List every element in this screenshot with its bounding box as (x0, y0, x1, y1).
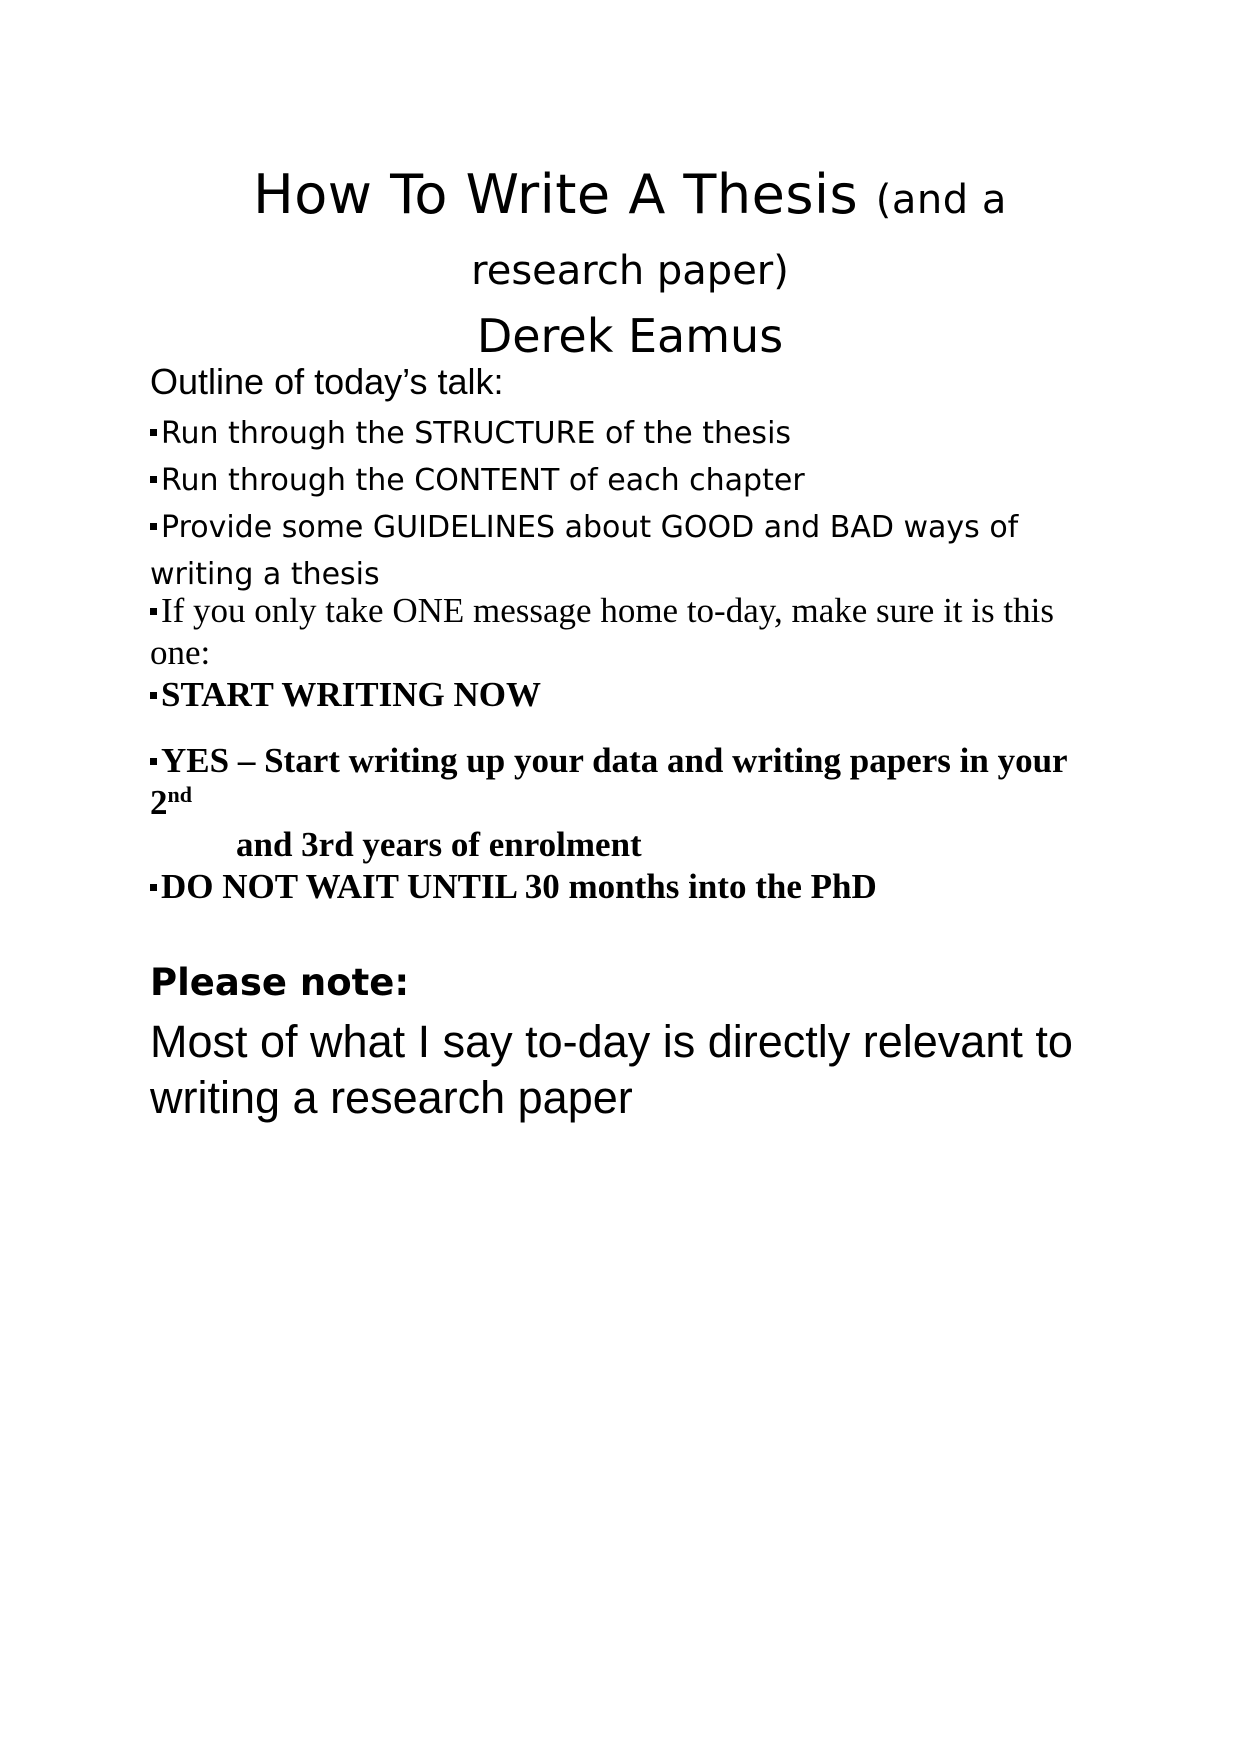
document-title: How To Write A Thesis (253, 163, 859, 226)
wait-text: DO NOT WAIT UNTIL 30 months into the PhD (161, 867, 877, 906)
list-item (150, 590, 1080, 674)
message-intro: If you only take ONE message home to-day, make sure it is this one: (150, 591, 1054, 672)
ordinal-suffix: nd (167, 782, 192, 807)
list-item (150, 410, 1080, 457)
bullet-icon (150, 608, 157, 615)
list-item (150, 457, 1080, 504)
list-item-text: Provide some GUIDELINES about GOOD and BAD ways of writing a thesis (150, 510, 1019, 592)
list-item (150, 674, 1080, 716)
spacer (150, 716, 1080, 740)
title-block (150, 160, 1110, 369)
title-line (150, 160, 1110, 235)
message-emphasis: START WRITING NOW (161, 675, 541, 714)
yes-continuation: and 3rd years of enrolment (236, 825, 642, 864)
list-item (150, 740, 1080, 824)
yes-text: YES – Start writing up your data and writing papers in your 2 (150, 741, 1067, 822)
message-block (150, 590, 1080, 908)
note-text: Most of what I say to-day is directly relevant to writing a research paper (150, 1016, 1073, 1123)
bullet-icon (150, 692, 157, 699)
outline-heading: Outline of today’s talk: (150, 361, 504, 402)
author-name: Derek Eamus (476, 309, 784, 363)
list-item (150, 866, 1080, 908)
title-parenthetical-end: research paper) (471, 248, 789, 294)
list-item-text: Run through the CONTENT of each chapter (161, 463, 805, 498)
list-item (150, 504, 1080, 598)
bullet-icon (150, 429, 157, 436)
bullet-icon (150, 884, 157, 891)
note-heading: Please note: (150, 961, 410, 1004)
title-parenthetical-start: (and a (875, 177, 1007, 223)
bullet-icon (150, 476, 157, 483)
outline-list (150, 410, 1080, 598)
bullet-icon (150, 758, 157, 765)
list-item-text: Run through the STRUCTURE of the thesis (161, 416, 792, 451)
bullet-icon (150, 523, 157, 530)
